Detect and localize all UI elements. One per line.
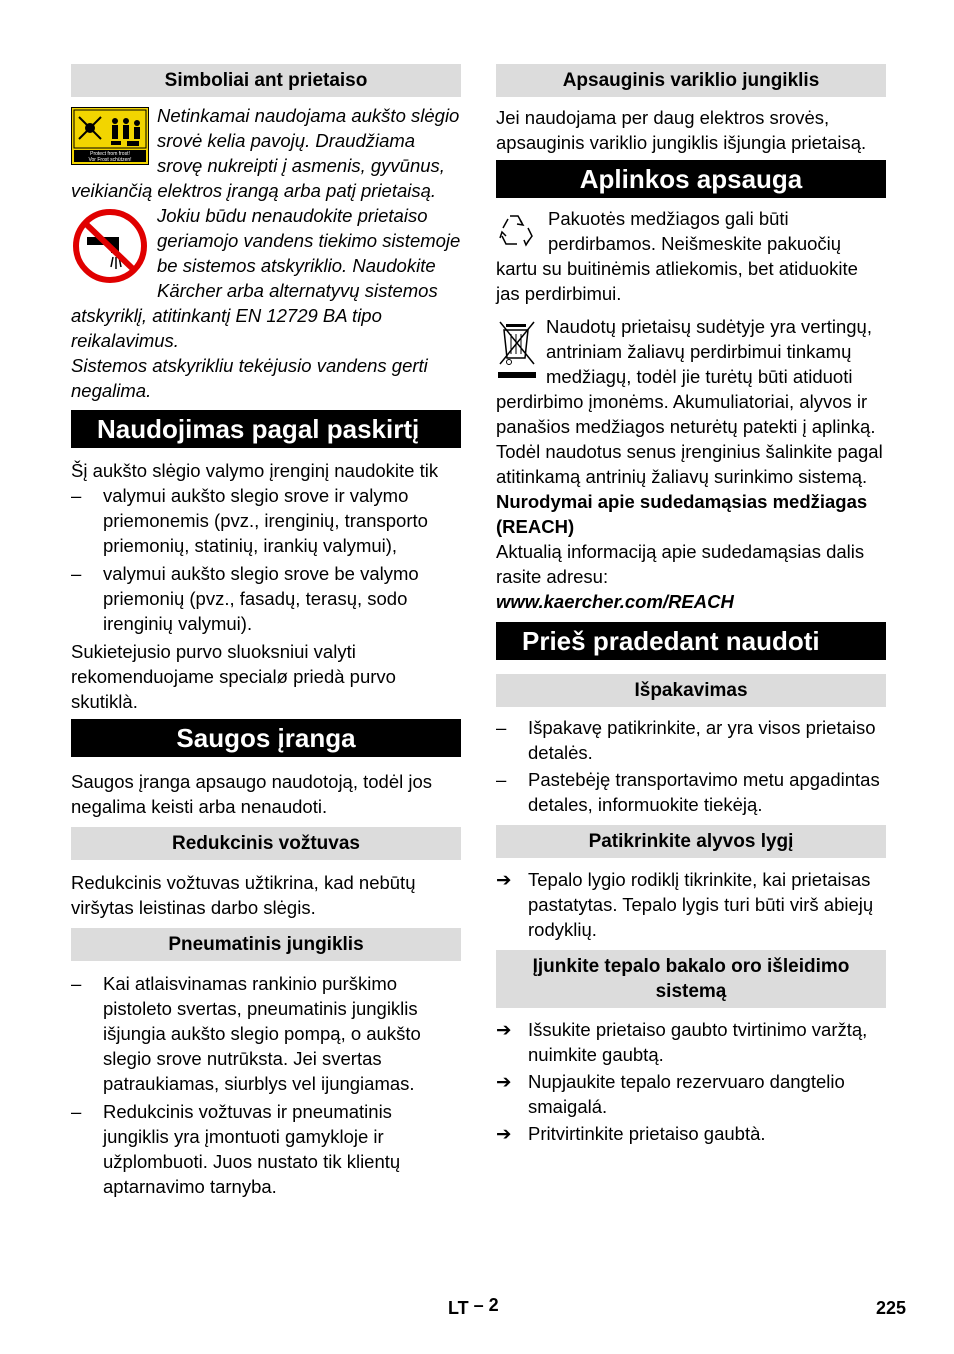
arrow-right-icon: ➔ <box>496 1071 512 1092</box>
vent-heading: Įjunkite tepalo bakalo oro išleidimo sistemą <box>496 950 886 1008</box>
intended-use-intro: Šį aukšto slėgio valymo įrenginį naudokite tik <box>71 460 439 481</box>
unpack-heading: Išpakavimas <box>496 674 886 707</box>
valve-heading: Redukcinis vožtuvas <box>71 827 461 860</box>
list-item: ➔ Tepalo lygio rodiklį tikrinkite, kai prietaisas pastatytas. Tepalo lygis turi būti virš abiejų rodyklių. <box>496 869 874 940</box>
arrow-right-icon: ➔ <box>496 1123 512 1144</box>
symbols-text-3: Sistemos atskyrikliu tekėjusio vandens gerti negalima. <box>71 355 428 401</box>
environment-heading: Aplinkos apsauga <box>496 160 886 198</box>
valve-text: Redukcinis vožtuvas užtikrina, kad nebūtų viršytas leistinas darbo slėgis. <box>71 872 416 918</box>
before-use-heading: Prieš pradedant naudoti <box>496 622 886 660</box>
motor-heading: Apsauginis variklio jungiklis <box>496 64 886 97</box>
no-drinking-water-connection-icon <box>71 207 149 285</box>
list-item: – Pastebėję transportavimo metu apgadintas detales, informuokite tiekėją. <box>496 767 886 817</box>
arrow-right-icon: ➔ <box>496 869 512 890</box>
svg-text:Vor Frost schützen!: Vor Frost schützen! <box>88 157 132 163</box>
footer-subpage: – 2 <box>473 1295 499 1315</box>
list-item: ➔ Išsukite prietaiso gaubto tvirtinimo varžtą, nuimkite gaubtą. <box>496 1019 868 1065</box>
page-number: 225 <box>876 1298 907 1318</box>
list-item: – Išpakavę patikrinkite, ar yra visos prietaiso detalės. <box>496 715 886 765</box>
reach-link[interactable]: www.kaercher.com/REACH <box>496 591 734 612</box>
safety-text: Saugos įranga apsaugo naudotoją, todėl jos negalima keisti arba nenaudoti. <box>71 771 433 817</box>
motor-text: Jei naudojama per daug elektros srovės, apsauginis variklio jungiklis išjungia prietaisą. <box>496 107 867 153</box>
footer-language: LT – 2 <box>448 1295 499 1318</box>
environment-text-2: Naudotų prietaisų sudėtyje yra vertingų, antriniam žaliavų perdirbimui tinkamų medžiagų, todėl jie turėtų būti atiduoti perdirbimo įmonėms. Akumuliatoriai, alyvos ir panašios medžiagos neturėtų patekti į aplinką. Todėl naudotus senus įrenginius šalinkite pagal atitinkamą antrinių žaliavų surinkimo sistemą. <box>496 316 883 487</box>
list-item: ➔ Nupjaukite tepalo rezervuaro dangtelio smaigalá. <box>496 1071 845 1117</box>
list-item: ➔ Pritvirtinkite prietaiso gaubtà. <box>496 1123 766 1144</box>
symbols-text-2: Jokiu būdu nenaudokite prietaiso geriamojo vandens tiekimo sistemoje be sistemos atskyriklio. Naudokite Kärcher arba alternatyvų sistemos atskyriklį, atitinkantį EN 12729 BA tipo reikalavimus. <box>71 205 461 351</box>
reach-text: Aktualią informaciją apie sudedamąsias dalis rasite adresu: <box>496 541 865 587</box>
warning-label-icon <box>71 107 149 165</box>
symbols-heading: Simboliai ant prietaiso <box>71 64 461 97</box>
symbols-text-1: Netinkamai naudojama aukšto slėgio srovė kelia pavojų. Draudžiama srovę nukreipti į asmenis, gyvūnus, veikiančią elektros įrangą arba patį prietaisą. <box>71 105 460 201</box>
intended-use-note: Sukietejusio purvo sluoksniui valyti rekomenduojame specialø priedà purvo skutiklà. <box>71 641 396 712</box>
crossed-bin-icon <box>496 318 538 380</box>
reach-heading: Nurodymai apie sudedamąsias medžiagas (REACH) <box>496 491 868 537</box>
pneumatic-heading: Pneumatinis jungiklis <box>71 928 461 961</box>
oil-heading: Patikrinkite alyvos lygį <box>496 825 886 858</box>
symbols-block-2 <box>71 203 461 353</box>
intended-use-heading: Naudojimas pagal paskirtį <box>71 410 461 448</box>
right-column <box>496 64 886 1146</box>
recycle-icon <box>496 210 540 250</box>
environment-block-1 <box>496 206 886 306</box>
safety-heading: Saugos įranga <box>71 719 461 757</box>
environment-block-2 <box>496 314 886 489</box>
list-item: – Kai atlaisvinamas rankinio purškimo pistoleto svertas, pneumatinis jungiklis išjungia aukšto slegio pompą, o aukšto slegio srove nutrūksta. Jei svertas patraukiamas, siurblys vel ijungiamas. <box>71 971 461 1096</box>
list-item: – valymui aukšto slegio srove ir valymo priemonemis (pvz., irenginių, transporto priemonių, statinių, irankių valymui), <box>71 483 461 558</box>
environment-text-1: Pakuotės medžiagos gali būti perdirbamos. Neišmeskite pakuočių kartu su buitinėmis atliekomis, bet atiduokite jas perdirbimui. <box>496 208 858 304</box>
list-item: – Redukcinis vožtuvas ir pneumatinis jungiklis yra įmontuoti gamykloje ir užplombuoti. Juos nustato tik klientų aptarnavimo tarnyba. <box>71 1099 461 1199</box>
left-column <box>71 64 461 1199</box>
svg-text:Protect from frost!: Protect from frost! <box>90 151 130 157</box>
list-item: – valymui aukšto slegio srove be valymo priemonių (pvz., fasadų, terasų, sodo irenginių valymui). <box>71 561 461 636</box>
arrow-right-icon: ➔ <box>496 1019 512 1040</box>
symbols-block-1 <box>71 103 461 203</box>
